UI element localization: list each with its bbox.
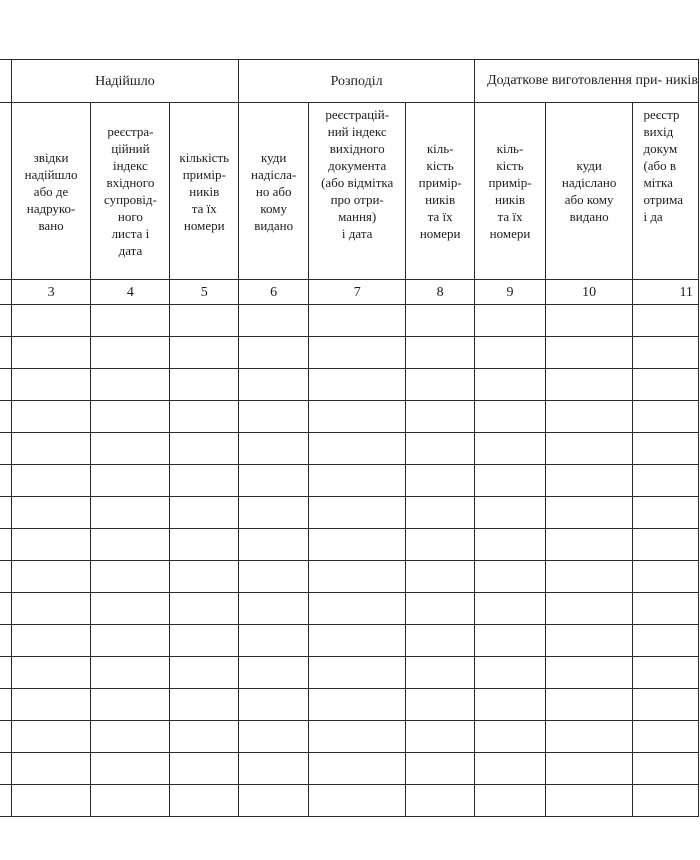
table-cell xyxy=(170,625,239,657)
table-cell xyxy=(170,305,239,337)
table-cell xyxy=(170,465,239,497)
table-cell xyxy=(475,753,546,785)
table-cell xyxy=(239,465,309,497)
table-cell xyxy=(0,721,11,753)
group-header-row xyxy=(0,60,699,103)
table-cell xyxy=(545,305,633,337)
table-row xyxy=(0,337,699,369)
table-cell xyxy=(170,785,239,817)
table-row xyxy=(0,529,699,561)
table-cell xyxy=(0,593,11,625)
table-cell xyxy=(239,785,309,817)
table-cell xyxy=(545,369,633,401)
table-row xyxy=(0,593,699,625)
table-cell xyxy=(91,785,170,817)
column-number-stub xyxy=(0,280,11,305)
table-cell xyxy=(633,689,699,721)
table-cell xyxy=(545,593,633,625)
table-cell xyxy=(545,529,633,561)
table-cell xyxy=(309,401,406,433)
table-row xyxy=(0,305,699,337)
table-cell xyxy=(170,721,239,753)
table-cell xyxy=(406,785,475,817)
table-cell xyxy=(633,625,699,657)
table-cell xyxy=(11,753,91,785)
column-number-11: 11 xyxy=(633,280,699,305)
table-cell xyxy=(0,561,11,593)
table-cell xyxy=(11,305,91,337)
table-cell xyxy=(170,753,239,785)
table-cell xyxy=(633,337,699,369)
group-header-additional-copies: Додаткове виготовлення при- ників xyxy=(475,60,699,103)
table-cell xyxy=(0,465,11,497)
table-cell xyxy=(475,305,546,337)
table-cell xyxy=(309,369,406,401)
table-cell xyxy=(170,497,239,529)
column-number-10: 10 xyxy=(545,280,633,305)
table-cell xyxy=(309,625,406,657)
table-cell xyxy=(633,305,699,337)
table-cell xyxy=(0,785,11,817)
table-cell xyxy=(475,401,546,433)
table-cell xyxy=(0,529,11,561)
table-cell xyxy=(91,753,170,785)
table-cell xyxy=(475,529,546,561)
table-cell xyxy=(91,657,170,689)
table-cell xyxy=(545,337,633,369)
subheader-additional-copies: кіль- кість примір- ників та їх номери xyxy=(475,103,546,280)
table-cell xyxy=(475,337,546,369)
table-cell xyxy=(475,785,546,817)
table-cell xyxy=(91,561,170,593)
subheader-outgoing-index: реєстрацій- ний індекс вихідного документа (або відмітка про отри- мання) і дата xyxy=(309,103,406,280)
table-cell xyxy=(475,497,546,529)
table-cell xyxy=(633,401,699,433)
subheader-sent-to: куди надісла- но або кому видано xyxy=(239,103,309,280)
table-cell xyxy=(11,433,91,465)
table-cell xyxy=(309,689,406,721)
table-cell xyxy=(11,497,91,529)
table-cell xyxy=(309,433,406,465)
column-number-5: 5 xyxy=(170,280,239,305)
table-cell xyxy=(545,401,633,433)
table-cell xyxy=(309,785,406,817)
table-cell xyxy=(633,497,699,529)
column-number-6: 6 xyxy=(239,280,309,305)
table-row xyxy=(0,561,699,593)
table-cell xyxy=(91,625,170,657)
table-cell xyxy=(309,529,406,561)
table-cell xyxy=(545,561,633,593)
table-cell xyxy=(406,337,475,369)
subheader-left-stub xyxy=(0,103,11,280)
table-cell xyxy=(309,337,406,369)
table-cell xyxy=(406,465,475,497)
table-row xyxy=(0,497,699,529)
column-number-8: 8 xyxy=(406,280,475,305)
table-cell xyxy=(91,497,170,529)
table-cell xyxy=(406,433,475,465)
table-cell xyxy=(633,465,699,497)
table-cell xyxy=(11,337,91,369)
subheader-received-copies: кількість примір- ників та їх номери xyxy=(170,103,239,280)
table-row xyxy=(0,625,699,657)
table-cell xyxy=(406,305,475,337)
subheader-additional-outgoing-index: реєстр вихід докум (або в мітка отрима і да xyxy=(633,103,699,280)
table-cell xyxy=(475,369,546,401)
table-row xyxy=(0,657,699,689)
table-cell xyxy=(11,401,91,433)
table-cell xyxy=(309,305,406,337)
table-cell xyxy=(309,497,406,529)
table-row xyxy=(0,433,699,465)
table-cell xyxy=(475,593,546,625)
table-cell xyxy=(11,561,91,593)
subheader-additional-sent-to: куди надіслано або кому видано xyxy=(545,103,633,280)
table-cell xyxy=(475,625,546,657)
table-row xyxy=(0,369,699,401)
table-cell xyxy=(91,433,170,465)
table-row xyxy=(0,721,699,753)
table-cell xyxy=(11,689,91,721)
table-cell xyxy=(475,561,546,593)
table-cell xyxy=(0,433,11,465)
table-cell xyxy=(545,785,633,817)
column-number-row xyxy=(0,280,699,305)
table-cell xyxy=(309,465,406,497)
table-cell xyxy=(406,753,475,785)
table-cell xyxy=(406,689,475,721)
table-cell xyxy=(91,689,170,721)
table-cell xyxy=(406,561,475,593)
table-cell xyxy=(633,593,699,625)
table-cell xyxy=(545,625,633,657)
table-cell xyxy=(633,561,699,593)
table-cell xyxy=(475,721,546,753)
table-cell xyxy=(406,657,475,689)
subheader-received-from: звідки надійшло або де надруко- вано xyxy=(11,103,91,280)
table-cell xyxy=(545,657,633,689)
subheader-distributed-copies: кіль- кість примір- ників та їх номери xyxy=(406,103,475,280)
table-cell xyxy=(0,401,11,433)
table-cell xyxy=(0,657,11,689)
table-cell xyxy=(11,657,91,689)
table-cell xyxy=(633,657,699,689)
table-cell xyxy=(406,721,475,753)
table-cell xyxy=(0,337,11,369)
table-cell xyxy=(309,593,406,625)
table-cell xyxy=(309,561,406,593)
table-cell xyxy=(475,433,546,465)
column-number-3: 3 xyxy=(11,280,91,305)
table-cell xyxy=(406,401,475,433)
table-cell xyxy=(91,465,170,497)
table-cell xyxy=(170,657,239,689)
table-cell xyxy=(545,753,633,785)
table-cell xyxy=(545,433,633,465)
table-cell xyxy=(11,593,91,625)
table-cell xyxy=(0,305,11,337)
group-header-received: Надійшло xyxy=(11,60,238,103)
table-cell xyxy=(406,625,475,657)
table-cell xyxy=(0,369,11,401)
table-cell xyxy=(239,305,309,337)
table-cell xyxy=(11,529,91,561)
table-cell xyxy=(239,689,309,721)
table-row xyxy=(0,465,699,497)
group-header-distribution: Розподіл xyxy=(239,60,475,103)
table-cell xyxy=(239,433,309,465)
column-number-9: 9 xyxy=(475,280,546,305)
blank-entry-rows xyxy=(0,305,699,817)
table-cell xyxy=(170,593,239,625)
table-cell xyxy=(545,689,633,721)
table-cell xyxy=(633,433,699,465)
table-cell xyxy=(91,369,170,401)
table-cell xyxy=(633,369,699,401)
table-cell xyxy=(170,689,239,721)
table-cell xyxy=(91,401,170,433)
table-cell xyxy=(170,401,239,433)
table-cell xyxy=(633,785,699,817)
table-cell xyxy=(170,433,239,465)
table-cell xyxy=(239,529,309,561)
table-cell xyxy=(91,305,170,337)
table-cell xyxy=(11,369,91,401)
table-cell xyxy=(239,721,309,753)
table-cell xyxy=(475,465,546,497)
table-cell xyxy=(633,721,699,753)
table-cell xyxy=(406,369,475,401)
column-number-7: 7 xyxy=(309,280,406,305)
table-cell xyxy=(170,529,239,561)
document-registration-table xyxy=(0,59,699,817)
table-cell xyxy=(170,369,239,401)
table-cell xyxy=(0,497,11,529)
table-cell xyxy=(11,625,91,657)
table-cell xyxy=(475,689,546,721)
table-cell xyxy=(0,753,11,785)
table-cell xyxy=(239,337,309,369)
table-cell xyxy=(406,593,475,625)
table-row xyxy=(0,785,699,817)
table-cell xyxy=(309,753,406,785)
table-cell xyxy=(11,785,91,817)
table-cell xyxy=(91,337,170,369)
column-number-4: 4 xyxy=(91,280,170,305)
table-cell xyxy=(406,529,475,561)
group-header-left-stub xyxy=(0,60,11,103)
table-cell xyxy=(309,657,406,689)
table-cell xyxy=(170,337,239,369)
subheader-row xyxy=(0,103,699,280)
table-cell xyxy=(309,721,406,753)
table-cell xyxy=(170,561,239,593)
table-cell xyxy=(545,497,633,529)
table-cell xyxy=(239,369,309,401)
table-cell xyxy=(91,593,170,625)
subheader-incoming-index: реєстра- ційний індекс вхідного супровід- ного листа і дата xyxy=(91,103,170,280)
table-cell xyxy=(545,721,633,753)
table-cell xyxy=(11,465,91,497)
table-cell xyxy=(91,529,170,561)
table-cell xyxy=(475,657,546,689)
table-cell xyxy=(545,465,633,497)
table-row xyxy=(0,753,699,785)
table-cell xyxy=(239,753,309,785)
table-cell xyxy=(239,593,309,625)
table-row xyxy=(0,689,699,721)
table-cell xyxy=(11,721,91,753)
table-cell xyxy=(633,753,699,785)
table-cell xyxy=(91,721,170,753)
table-row xyxy=(0,401,699,433)
table-cell xyxy=(239,497,309,529)
table-cell xyxy=(0,625,11,657)
table-cell xyxy=(239,401,309,433)
table-cell xyxy=(239,657,309,689)
table-cell xyxy=(633,529,699,561)
table-cell xyxy=(406,497,475,529)
table-cell xyxy=(239,625,309,657)
table-cell xyxy=(239,561,309,593)
table-cell xyxy=(0,689,11,721)
